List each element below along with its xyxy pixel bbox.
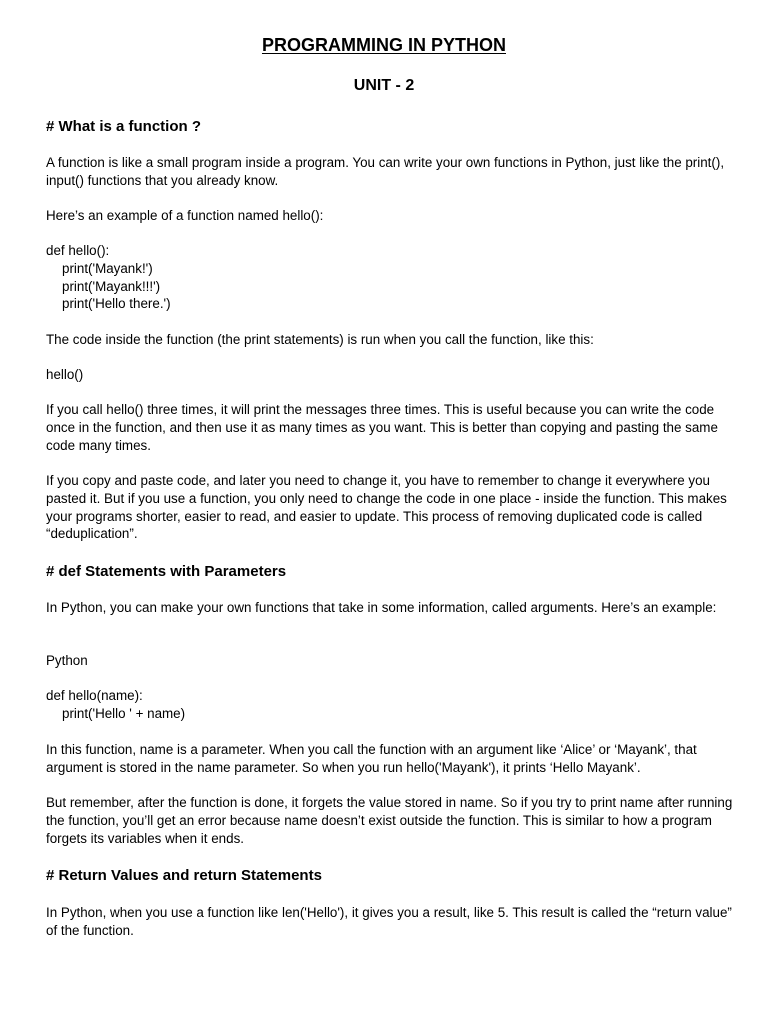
code-line: print('Hello there.') xyxy=(62,296,171,312)
section-heading-return-values: # Return Values and return Statements xyxy=(46,867,322,884)
code-call-example: hello() xyxy=(46,367,84,382)
code-line: print('Hello ' + name) xyxy=(62,705,186,721)
code-block-hello-name xyxy=(46,687,736,723)
paragraph: If you call hello() three times, it will print the messages three times. This is useful because you can write the code once in the function, and then use it as many times as you want. This is better than copying and pasting the same code many times. xyxy=(46,402,718,453)
document-title: PROGRAMMING IN PYTHON xyxy=(261,35,506,55)
code-line: print('Mayank!!!') xyxy=(62,278,161,294)
paragraph: In this function, name is a parameter. When you call the function with an argument like ‘Alice’ or ‘Mayank’, that argument is stored in the name parameter. So when you run hello('Mayank'), it prints ‘Hello Mayank’. xyxy=(46,742,697,775)
paragraph: If you copy and paste code, and later you need to change it, you have to remember to change it everywhere you pasted it. But if you use a function, you only need to change the code in one place - inside the function. This makes your programs shorter, easier to read, and easier to update. This process of removing duplicated code is called “deduplication”. xyxy=(46,473,727,542)
paragraph: In Python, you can make your own functions that take in some information, called arguments. Here’s an example: xyxy=(46,600,717,615)
code-line: def hello(): xyxy=(46,243,110,258)
language-label: Python xyxy=(46,653,88,668)
section-heading-def-parameters: # def Statements with Parameters xyxy=(46,563,287,580)
paragraph: In Python, when you use a function like len('Hello'), it gives you a result, like 5. This result is called the “return value” of the function. xyxy=(46,905,732,938)
paragraph: Here’s an example of a function named hello(): xyxy=(46,208,324,223)
paragraph: A function is like a small program inside a program. You can write your own functions in Python, just like the print(), input() functions that you already know. xyxy=(46,155,725,188)
unit-heading: UNIT - 2 xyxy=(353,77,415,94)
paragraph: The code inside the function (the print statements) is run when you call the function, like this: xyxy=(46,332,594,347)
code-block-hello xyxy=(46,242,736,313)
code-line: def hello(name): xyxy=(46,688,143,703)
code-line: print('Mayank!') xyxy=(62,260,153,276)
section-heading-what-is-function: # What is a function ? xyxy=(46,118,202,135)
paragraph: But remember, after the function is done, it forgets the value stored in name. So if you try to print name after running the function, you’ll get an error because name doesn’t exist outside the function. This is similar to how a program forgets its variables when it ends. xyxy=(46,795,733,846)
